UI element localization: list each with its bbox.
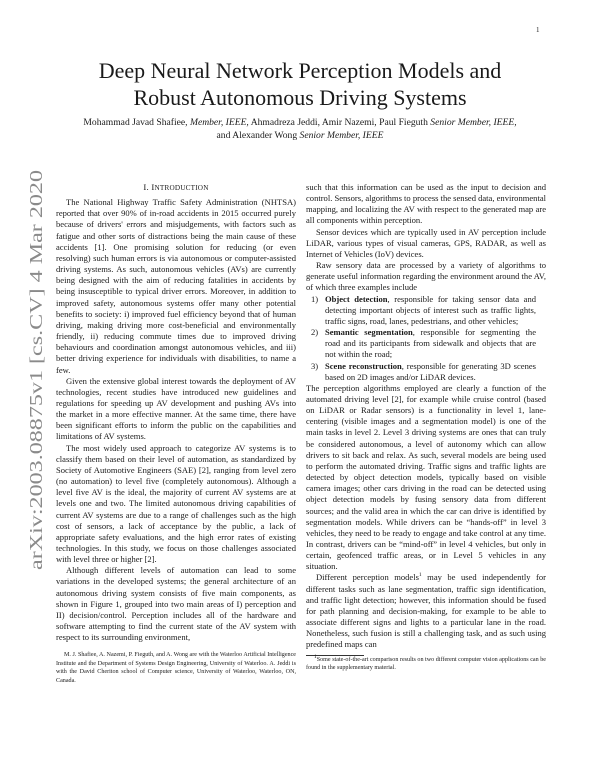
left-column [56,182,296,685]
footnote-reference[interactable]: 1 [418,572,422,579]
title-line-1: Deep Neural Network Perception Models and [98,58,502,83]
author-shafiee: Mohammad Javad Shafiee, [83,117,188,128]
perception-paragraph-1: such that this information can be used as the input to decision and control. Sensors, algorithms to process the sensed data, environmental mapping, and localizing the AV with respect to the generated map are all components within perception. [306,182,546,226]
intro-paragraph-2: Given the extensive global interest towards the deployment of AV technologies, recent studies have introduced new guidelines and regulations for speeding up AV development and pushing AVs into the market in a more effective manner. At the same time, there have been significant efforts to inform the public on the capabilities and limitations of AV systems. [56,375,296,442]
list-item-scene-reconstruction: 3) Scene reconstruction, responsible for generating 3D scenes based on 2D images and/or LiDAR devices. [311,360,536,382]
author-fieguth-role: Senior Member, IEEE, [430,117,517,128]
perception-paragraph-3: Raw sensory data are processed by a variety of algorithms to generate useful information regarding the environment around the AV, of which three examples include [306,260,546,293]
arxiv-identifier-stamp[interactable] [20,160,52,580]
author-affiliation-footnote: M. J. Shafiee, A. Nazemi, P. Fieguth, and A. Wong are with the Waterloo Artificial Intelligence Institute and the Department of Systems Design Engineering, University of Waterloo. A. Jeddi is with the David Cheriton school of Computer science, University of Waterloo, Waterloo, ON, Canada. [56,652,296,684]
intro-paragraph-1: The National Highway Traffic Safety Administration (NHTSA) reported that over 90% of in-road accidents in 2015 occurred purely because of drivers' errors and misjudgements, with factors such as fatigue and other sorts of distractions being the main cause of these accidents [1]. One promising solution for reducing (or even resolving) such human errors is via autonomous or computer-assisted driving systems. As such, autonomous vehicles (AVs) are currently being designed with the aim of reducing fatalities in accidents by being insusceptible to typical driver errors. Moreover, in addition to improved safety, autonomous systems offer many other potential benefits to society: i) improved fuel efficiency beyond that of human driving, making driving more cost-beneficial and environmentally friendly, ii) reducing commute times due to improved driving behaviours and coordination amongst autonomous vehicles, and iii) better driving experience for individuals with disabilities, to name a few. [56,197,296,375]
perception-paragraph-2: Sensor devices which are typically used in AV perception include LiDAR, various types of visual cameras, GPS, RADAR, as well as Internet of Vehicles (IoV) devices. [306,226,546,259]
paper-title [40,57,560,111]
author-list [40,116,560,142]
author-wong-role: Senior Member, IEEE [299,130,384,141]
perception-task-list [306,294,546,383]
list-item-semantic-segmentation: 2) Semantic segmentation, responsible for segmenting the road and its participants from sidewalk and objects that are not within the road; [311,327,536,360]
perception-paragraph-4: The perception algorithms employed are clearly a function of the automated driving level [2], for example while cruise control (based on LiDAR or Radar sensors) is a functionality in level 1, lane-centering (visible images and a segmentation model) is one of the main tasks in level 2. Level 3 driving systems are ones that can truly be considered autonomous, a level of autonomy which can allow drivers to sit back and relax. As such, several models are being used to perform the automated driving. Traffic signs and traffic lights are detected by object detection models, typically based on visible camera images; other cars driving in the road can be detected using object detection models by fusing sensory data from different sources; and the valid area in which the car can drive is identified by segmentation models. While drivers can be “hands-off” in level 3 vehicles, they need to be ready to engage and take control at any time. In contrast, drivers can be “mind-off” in level 4 vehicles, but only in certain, geofenced traffic areas, or in Level 5 vehicles in any situation. [306,382,546,572]
right-column [306,182,546,672]
intro-paragraph-3: The most widely used approach to categorize AV systems is to classify them based on their level of automation, as standardized by Society of Automotive Engineers (SAE) [2], ranging from level zero (no automation) to level five (completely autonomous). Although a level five AV is the ideal, the majority of current AV systems are at levels one and two. The limited autonomous driving capabilities of current AV systems are due to a range of challenges such as the high cost of sensors, a lack of acceptance by the public, a lack of appropriate safety evaluations, and the high error rates of existing technologies. In this study, we focus on those challenges associated with level three or higher [2]. [56,442,296,565]
section-heading-introduction: I. INTRODUCTION [143,182,209,192]
supplementary-footnote: $^1$Some state-of-the-art comparison results on two different computer vision applications can be found in the supplementary material. [306,653,546,671]
author-wong: and Alexander Wong [216,130,298,141]
page-number: 1 [536,26,540,34]
arxiv-stamp-text: arXiv:2003.08875v1 [cs.CV] 4 Mar 2020 [26,279,46,570]
authors-middle: Ahmadreza Jeddi, Amir Nazemi, Paul Fieguth [250,117,428,128]
title-line-2: Robust Autonomous Driving Systems [133,85,467,110]
perception-paragraph-5: Different perception models$^1$ may be used independently for different tasks such as lane segmentation, traffic sign identification, and traffic light detection; however, this information should be fused for path planning and decision-making, for example to be able to associate different signs and lights to a particular lane in the road. Nonetheless, such fusion is still a challenging task, and as such using predefined maps can [306,572,546,650]
author-shafiee-role: Member, IEEE, [189,117,249,128]
list-item-object-detection: 1) Object detection, responsible for taking sensor data and detecting important objects of interest such as traffic lights, traffic signs, road, lanes, pedestrians, and other vehicles; [311,293,536,326]
intro-paragraph-4: Although different levels of automation can lead to some variations in the developed systems; the general architecture of an autonomous driving system consists of five main components, as shown in Figure 1, grouped into two main areas of I) perception and II) decision/control. Perception includes all of the hardware and software attempting to find the current state of the AV system with respect to its surrounding environment, [56,565,296,643]
